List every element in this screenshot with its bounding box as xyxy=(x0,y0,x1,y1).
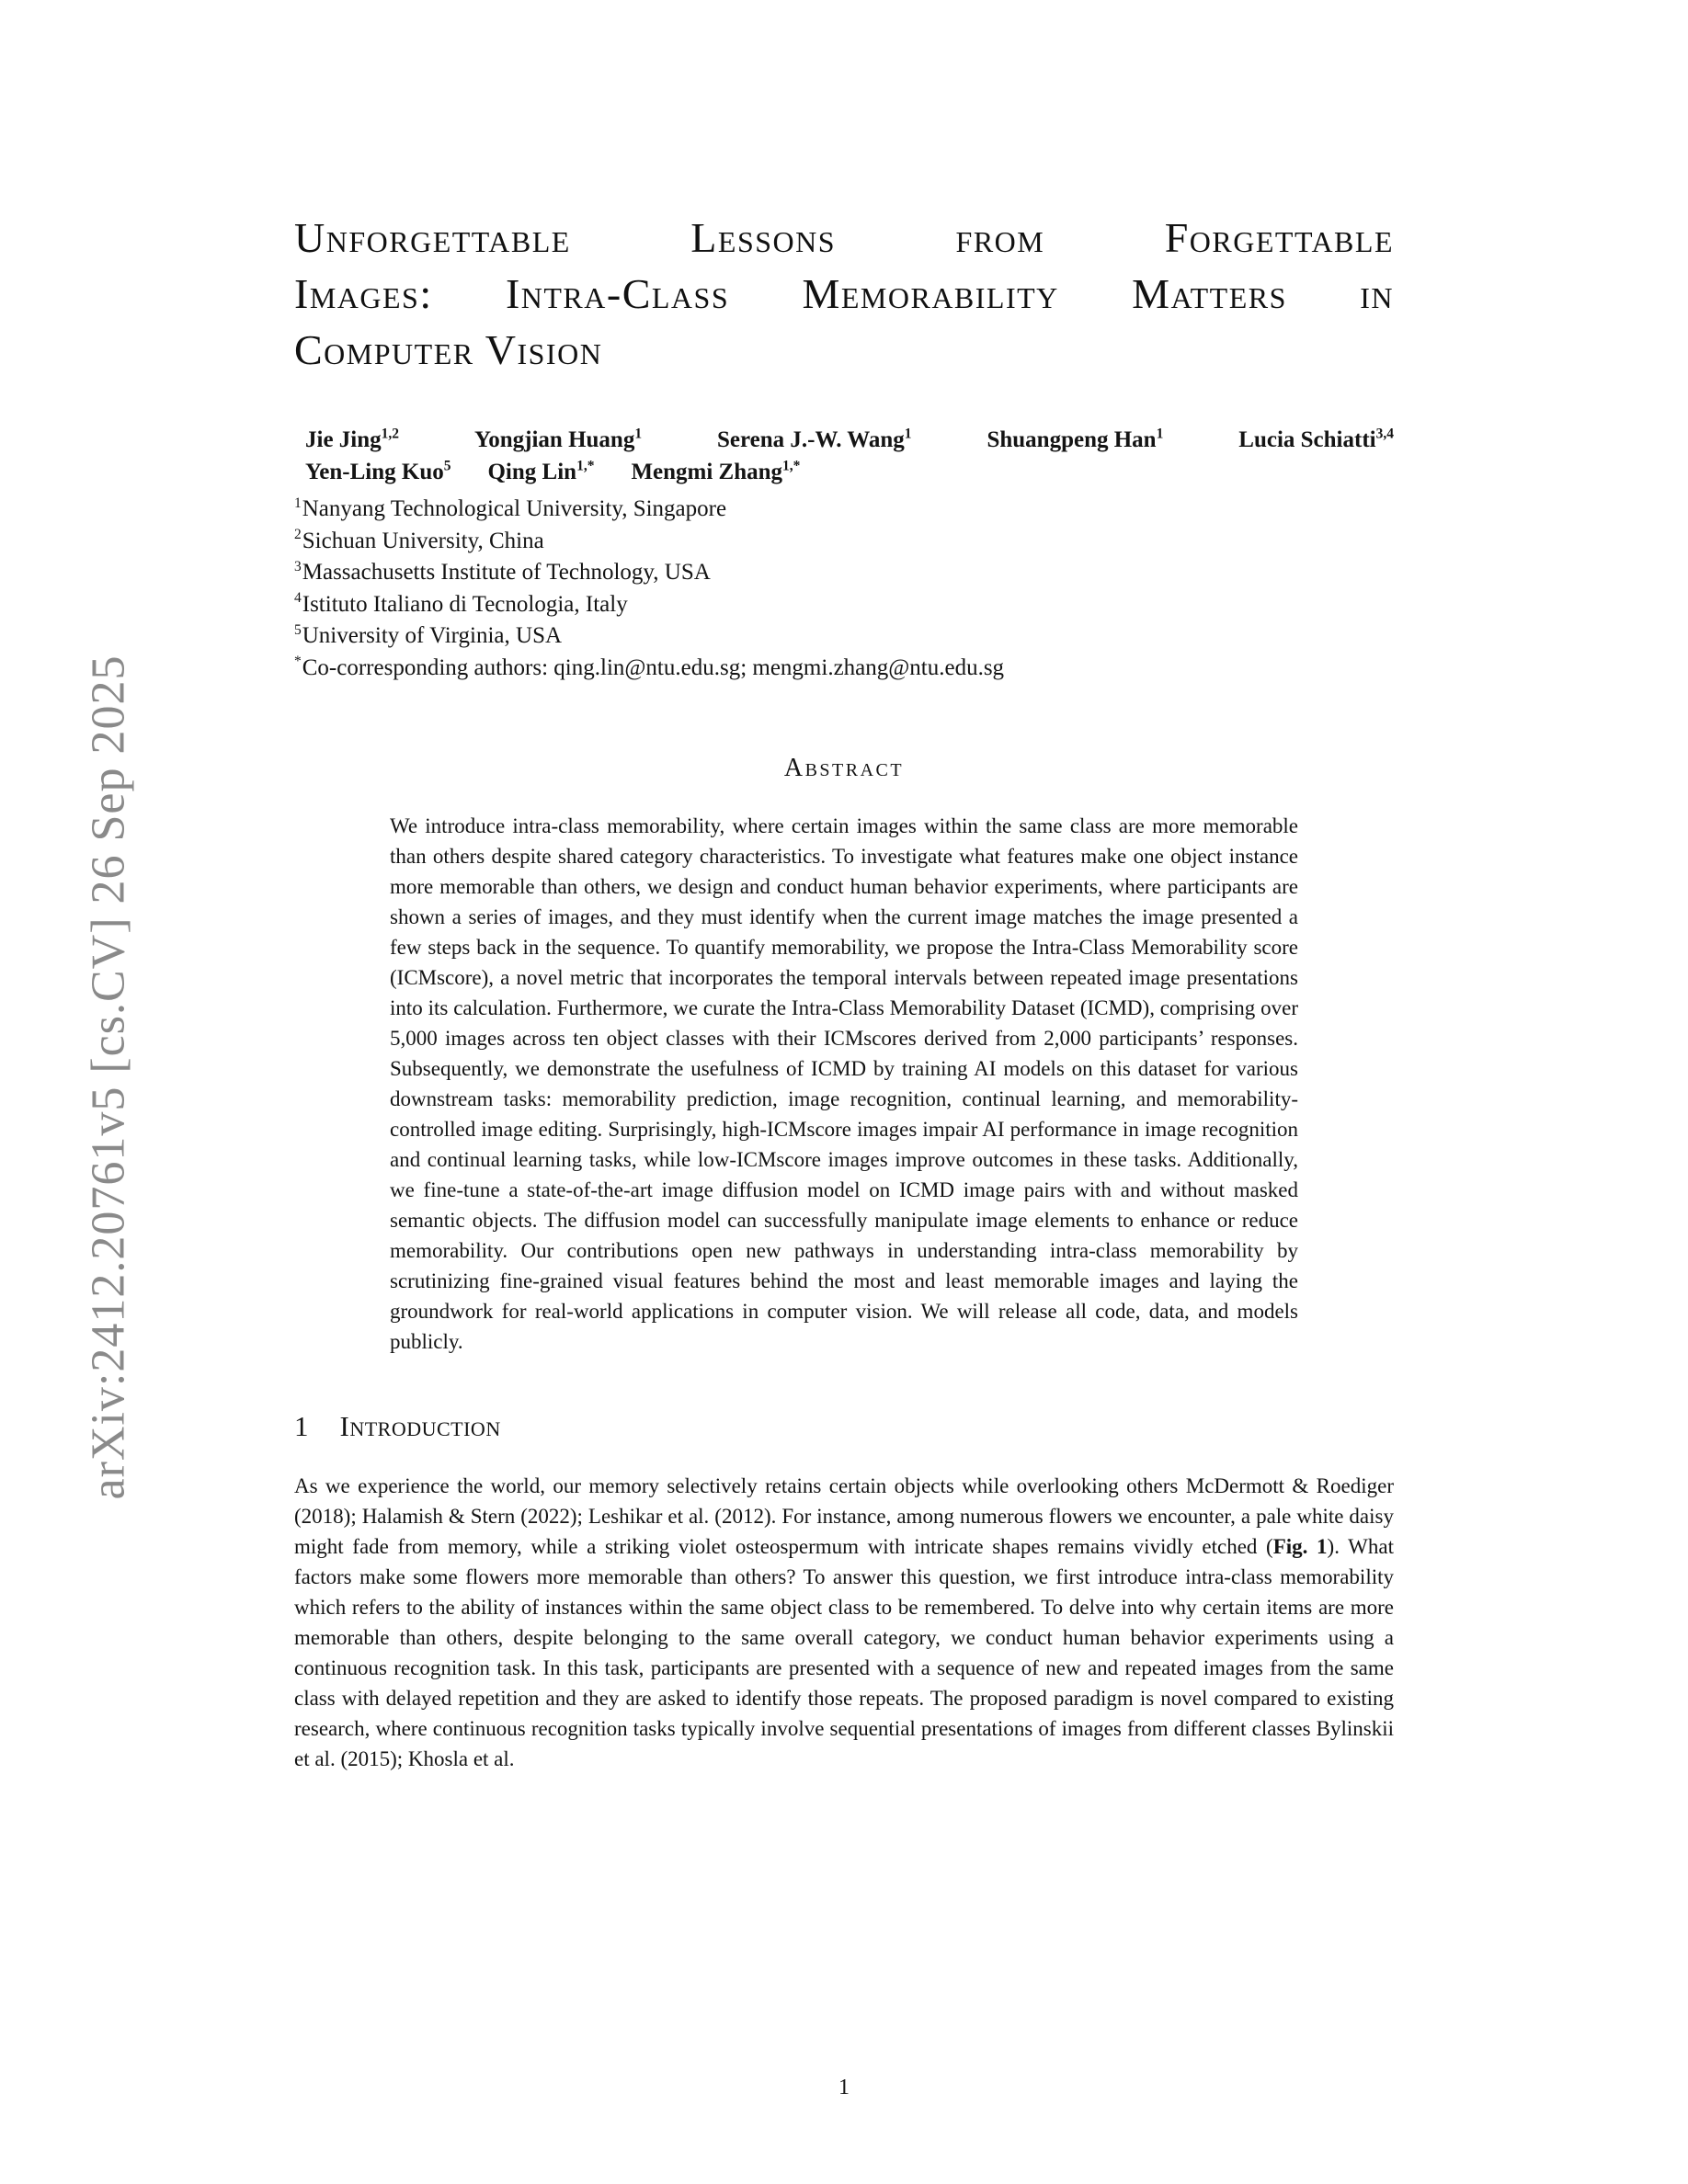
introduction-paragraph: As we experience the world, our memory selectively retains certain objects while overlooking others McDermott & Roediger (2018); Halamish & Stern (2022); Leshikar et al. (2012). For instance, among numerous flowers we encounter, a pale white daisy might fade from memory, while a striking violet osteospermum with intricate shapes remains vividly etched (Fig. 1). What factors make some flowers more memorable than others? To answer this question, we first introduce intra-class memorability which refers to the ability of instances within the same object class to be remembered. To delve into why certain items are more memorable than others, despite belonging to the same overall category, we conduct human behavior experiments using a continuous recognition task. In this task, participants are presented with a sequence of new and repeated images from the same class with delayed repetition and they are asked to identify those repeats. The proposed paradigm is novel compared to existing research, where continuous recognition tasks typically involve sequential presentations of images from different classes Bylinskii et al. (2015); Khosla et al. xyxy=(294,1474,1394,1770)
author-name: Serena J.-W. Wang$^1$ xyxy=(717,426,912,452)
paper-title xyxy=(294,210,1394,378)
abstract-section xyxy=(294,754,1394,1357)
affiliation-line: $^3$Massachusetts Institute of Technology, USA xyxy=(294,558,711,585)
author-name: Lucia Schiatti$^{3,4}$ xyxy=(1238,426,1394,452)
paper-content xyxy=(294,0,1394,2099)
section-heading-introduction xyxy=(294,1410,1394,1443)
affiliation-line: $^5$University of Virginia, USA xyxy=(294,621,563,648)
section-number: 1 xyxy=(294,1410,309,1442)
author-name: Yen-Ling Kuo$^5$ xyxy=(305,458,451,484)
section-title: Introduction xyxy=(339,1410,501,1442)
author-name: Yongjian Huang$^1$ xyxy=(473,426,643,452)
author-name: Shuangpeng Han$^1$ xyxy=(987,426,1164,452)
author-name: Mengmi Zhang$^{1,*}$ xyxy=(631,458,801,484)
arxiv-watermark: arXiv:2412.20761v5 [cs.CV] 26 Sep 2025 xyxy=(82,654,135,1500)
title-line: Unforgettable Lessons from Forgettable xyxy=(294,214,1394,261)
affiliation-line: $^4$Istituto Italiano di Tecnologia, Italy xyxy=(294,590,628,617)
author-row xyxy=(305,456,1394,488)
author-row xyxy=(305,424,1394,456)
author-block xyxy=(294,424,1394,488)
affiliations xyxy=(294,494,1394,684)
title-line: Images: Intra-Class Memorability Matters in xyxy=(294,270,1394,317)
affiliation-line: *Co-corresponding authors: qing.lin@ntu.edu.sg; mengmi.zhang@ntu.edu.sg xyxy=(294,654,1005,680)
author-name: Qing Lin$^{1,*}$ xyxy=(487,458,595,484)
affiliation-line: $^2$Sichuan University, China xyxy=(294,527,544,553)
page-number: 1 xyxy=(838,2076,850,2099)
author-name: Jie Jing$^{1,2}$ xyxy=(305,426,400,452)
affiliation-line: $^1$Nanyang Technological University, Singapore xyxy=(294,495,727,521)
abstract-heading: Abstract xyxy=(783,754,905,782)
title-line: Computer Vision xyxy=(294,326,603,373)
abstract-body: We introduce intra-class memorability, where certain images within the same class are more memorable than others despite shared category characteristics. To investigate what features make one object instance more memorable than others, we design and conduct human behavior experiments, where participants are shown a series of images, and they must identify when the current image matches the image presented a few steps back in the sequence. To quantify memorability, we propose the Intra-Class Memorability score (ICMscore), a novel metric that incorporates the temporal intervals between repeated image presentations into its calculation. Furthermore, we curate the Intra-Class Memorability Dataset (ICMD), comprising over 5,000 images across ten object classes with their ICMscores derived from 2,000 participants’ responses. Subsequently, we demonstrate the usefulness of ICMD by training AI models on this dataset for various downstream tasks: memorability prediction, image recognition, continual learning, and memorability-controlled image editing. Surprisingly, high-ICMscore images impair AI performance in image recognition and continual learning tasks, while low-ICMscore images improve outcomes in these tasks. Additionally, we fine-tune a state-of-the-art image diffusion model on ICMD image pairs with and without masked semantic objects. The diffusion model can successfully manipulate image elements to enhance or reduce memorability. Our contributions open new pathways in understanding intra-class memorability by scrutinizing fine-grained visual features behind the most and least memorable images and laying the groundwork for real-world applications in computer vision. We will release all code, data, and models publicly. xyxy=(390,814,1298,1353)
